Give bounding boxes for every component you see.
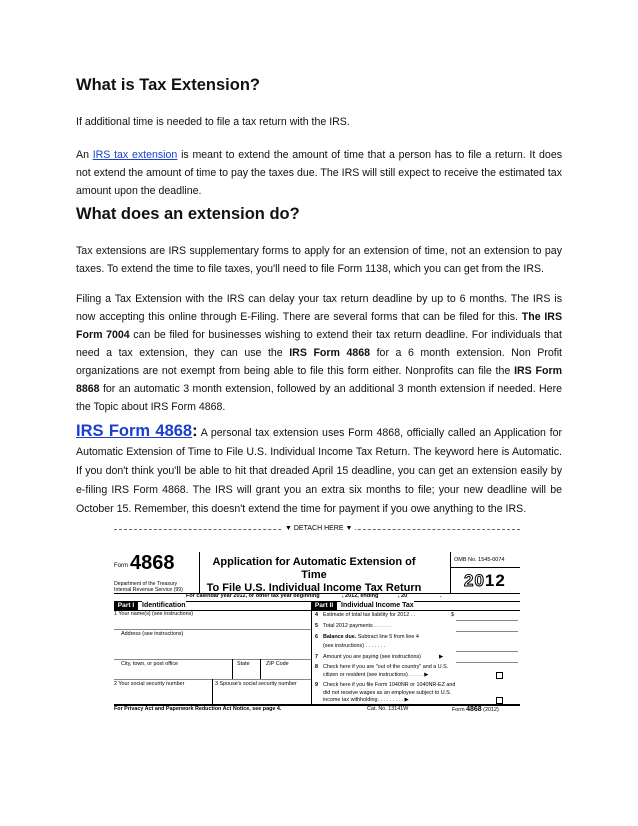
field-line bbox=[114, 629, 311, 630]
text-segment: A personal tax extension uses Form 4868, officially called an Application for Automatic Extension of Time to File U.S. Individual Income Tax Return. The keyword here is Automatic. If you don't think you'll be able to hit that dreaded April 15 deadline, you can get an extension easily by e-filing IRS Form 4868. The IRS will grant you an extra six months to file; your new deadline will be October 15. Remember, this doesn't extend the time for payment if you owe anything to the IRS. bbox=[76, 427, 562, 515]
line-number-9: 9 bbox=[315, 682, 318, 688]
address-label: Address (see instructions) bbox=[121, 631, 184, 637]
calendar-dot: . bbox=[440, 593, 442, 599]
form-1040nr-checkbox[interactable] bbox=[496, 697, 503, 704]
form-title bbox=[204, 556, 424, 595]
title-line2: To File U.S. Individual Income Tax Return bbox=[206, 582, 422, 594]
divider bbox=[450, 552, 451, 593]
text-segment: An bbox=[76, 149, 93, 161]
form-1040nr-label-3: income tax withholding. . . . . . . . . ▶ bbox=[323, 697, 409, 703]
dept-line1: Department of the Treasury bbox=[114, 581, 178, 587]
footer-year: (2012) bbox=[483, 707, 499, 713]
irs-form-4868-link[interactable]: IRS Form 4868 bbox=[76, 422, 193, 440]
heading-what-does-an-extension-do: What does an extension do? bbox=[76, 205, 300, 223]
estimate-total-tax-label: Estimate of total tax liability for 2012 . . bbox=[323, 612, 416, 618]
form-4868-image bbox=[114, 525, 520, 712]
form-1040nr-label: Check here if you file Form 1040NR or 1040NR-EZ and bbox=[323, 682, 456, 688]
balance-due-instructions: (see instructions) . . . . . . . bbox=[323, 643, 386, 649]
balance-due-label bbox=[323, 634, 419, 640]
form-7004-bold: The IRS Form 7004 bbox=[76, 311, 563, 341]
out-of-country-label: Check here if you are "out of the country" and a U.S. bbox=[323, 664, 449, 670]
divider bbox=[212, 679, 213, 704]
department-label bbox=[114, 581, 194, 593]
paragraph-supplementary-forms: Tax extensions are IRS supplementary forms to apply for an extension of time, not an extension to pay taxes. To extend the time to file taxes, you'll need to file Form 1138, which you can get from the IRS. bbox=[76, 245, 562, 275]
part1-tag: Part I bbox=[114, 601, 138, 610]
form-footer-id bbox=[452, 706, 499, 713]
out-of-country-label-2: citizen or resident (see instructions) . . . . . ▶ bbox=[323, 672, 429, 678]
paragraph-intro: If additional time is needed to file a tax return with the IRS. bbox=[76, 116, 350, 128]
form-1040nr-label-2: did not receive wages as an employee subject to U.S. bbox=[323, 690, 452, 696]
line-number-8: 8 bbox=[315, 664, 318, 670]
divider bbox=[260, 659, 261, 679]
form-8868-bold: IRS Form 8868 bbox=[76, 365, 562, 395]
zip-label: ZIP Code bbox=[266, 661, 289, 667]
paragraph-irs-tax-extension bbox=[76, 146, 562, 200]
omb-number: OMB No. 1545-0074 bbox=[454, 557, 505, 563]
irs-tax-extension-link[interactable]: IRS tax extension bbox=[92, 149, 178, 161]
form-4868-bold: IRS Form 4868 bbox=[289, 347, 371, 359]
year-suffix: 12 bbox=[484, 571, 506, 590]
ssn-label: 2 Your social security number bbox=[114, 681, 185, 687]
text-segment: for an automatic 3 month extension, followed by an additional 3 month extension if needed. Here the Topic about IRS Form 4868. bbox=[76, 383, 562, 413]
amount-line bbox=[456, 662, 518, 663]
line-number-6: 6 bbox=[315, 634, 318, 640]
amount-paying-label: Amount you are paying (see instructions) bbox=[323, 654, 421, 660]
paragraph-filing-extension bbox=[76, 290, 562, 416]
form-word: Form bbox=[114, 563, 128, 569]
footer-form-number: 4868 bbox=[466, 706, 482, 713]
calendar-text: For calendar year 2012, or other tax year beginning bbox=[186, 593, 320, 599]
colon: : bbox=[192, 422, 198, 440]
spouse-ssn-label: 3 Spouse's social security number bbox=[215, 681, 297, 687]
text-segment: is meant to extend the amount of time that a person has to file a return. It does not extend the amount of time to pay the taxes due. The IRS will still expect to receive the estimated tax amount upon the deadline. bbox=[76, 149, 563, 197]
text-segment: for a 6 month extension. Non Profit organizations are not exempt from being able to file this form either. Nonprofits can file the bbox=[76, 347, 562, 377]
footer-form-word: Form bbox=[452, 707, 465, 713]
amount-line bbox=[456, 620, 518, 621]
dollar-sign: $ bbox=[451, 612, 454, 618]
calendar-ending: , 2012, ending bbox=[342, 593, 379, 599]
balance-due-bold: Balance due. bbox=[323, 634, 357, 640]
part2-tag: Part II bbox=[311, 601, 337, 610]
catalog-number: Cat. No. 13141W bbox=[367, 706, 409, 712]
amount-line bbox=[456, 631, 518, 632]
part1-label: Identification bbox=[142, 602, 186, 609]
paragraph-irs-form-4868 bbox=[76, 422, 562, 519]
text-segment: Filing a Tax Extension with the IRS can delay your tax return deadline by up to 6 months. The IRS is now accepting this online through E-Filing. There are several forms that can be filed for this. bbox=[76, 293, 562, 323]
divider bbox=[232, 659, 233, 679]
privacy-notice: For Privacy Act and Paperwork Reduction Act Notice, see page 4. bbox=[114, 706, 282, 712]
state-label: State bbox=[237, 661, 250, 667]
heading-what-is-tax-extension: What is Tax Extension? bbox=[76, 76, 260, 94]
tax-year bbox=[464, 571, 506, 591]
total-payments-label: Total 2012 payments . . . . . . bbox=[323, 623, 391, 629]
form-number: 4868 bbox=[130, 552, 175, 574]
arrow-icon: ▶ bbox=[439, 654, 444, 660]
divider bbox=[199, 552, 200, 593]
line-number-4: 4 bbox=[315, 612, 318, 618]
calendar-20: , 20 bbox=[398, 593, 408, 599]
balance-due-text: Subtract line 5 from line 4 bbox=[357, 634, 419, 640]
divider bbox=[450, 567, 520, 568]
line-number-5: 5 bbox=[315, 623, 318, 629]
out-of-country-checkbox[interactable] bbox=[496, 672, 503, 679]
amount-line bbox=[456, 651, 518, 652]
title-line1: Application for Automatic Extension of Time bbox=[212, 556, 416, 581]
text-segment: can be filed for businesses wishing to extend their tax return deadline. For individuals that need a tax extension, they can use the bbox=[76, 329, 562, 359]
dept-line2: Internal Revenue Service (99) bbox=[114, 587, 183, 593]
year-prefix: 20 bbox=[464, 571, 485, 590]
field-line bbox=[114, 659, 311, 660]
part-divider bbox=[311, 601, 312, 704]
line-number-7: 7 bbox=[315, 654, 318, 660]
your-names-label: 1 Your name(s) (see instructions) bbox=[114, 611, 194, 617]
city-label: City, town, or post office bbox=[121, 661, 179, 667]
part2-label: Individual Income Tax bbox=[341, 602, 414, 609]
detach-here-label: ▼ DETACH HERE ▼ bbox=[282, 525, 355, 532]
